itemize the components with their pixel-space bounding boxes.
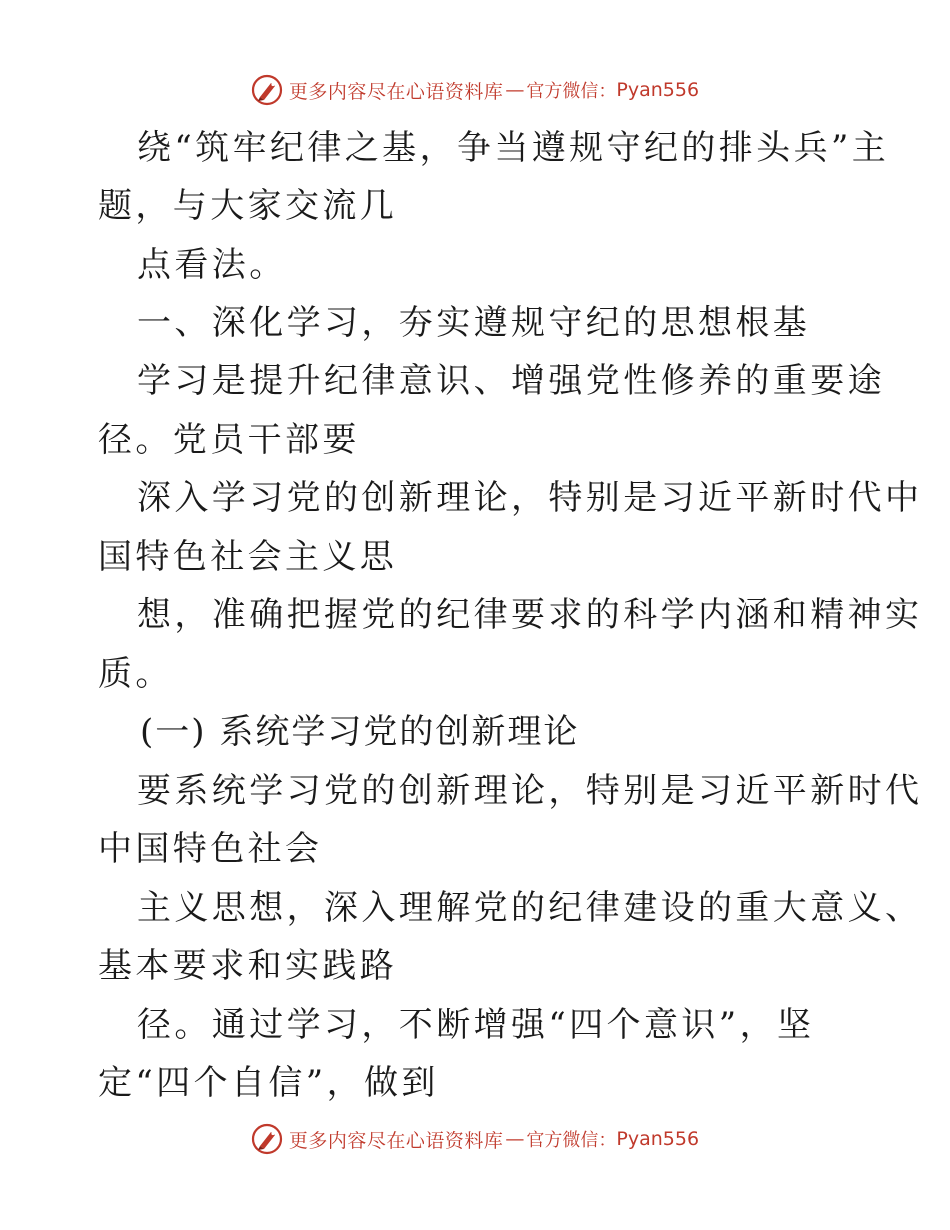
text-line: 绕“筑牢纪律之基，争当遵规守纪的排头兵”主: [137, 128, 890, 168]
banner-text: 更多内容尽在心语资料库: [288, 80, 504, 103]
text-line: 径。党员干部要: [98, 420, 360, 460]
pen-logo-icon: [251, 1123, 283, 1155]
text-line: 中国特色社会: [98, 829, 323, 869]
banner-wechat-id: Pyan556: [616, 1128, 700, 1150]
text-line: 主义思想，深入理解党的纪律建设的重大意义、: [137, 888, 923, 928]
text-line: 点看法。: [137, 245, 287, 285]
text-line: 质。: [98, 654, 173, 694]
banner-text: 更多内容尽在心语资料库: [288, 1129, 504, 1152]
text-line: 要系统学习党的创新理论，特别是习近平新时代: [137, 771, 923, 811]
subsection-heading: (一) 系统学习党的创新理论: [140, 712, 580, 752]
banner-dash: —: [505, 79, 525, 101]
banner-label: 官方微信：: [526, 81, 617, 102]
text-line: 题，与大家交流几: [98, 186, 398, 226]
text-line: 定“四个自信”，做到: [98, 1063, 439, 1103]
footer-banner: [0, 1119, 950, 1159]
banner-label: 官方微信：: [526, 1130, 617, 1151]
banner-wechat-id: Pyan556: [616, 79, 700, 101]
text-line: 想，准确把握党的纪律要求的科学内涵和精神实: [137, 595, 923, 635]
text-line: 径。通过学习，不断增强“四个意识”，坚: [137, 1005, 815, 1045]
banner-dash: —: [505, 1128, 525, 1150]
text-line: 基本要求和实践路: [98, 946, 398, 986]
text-line: 国特色社会主义思: [98, 537, 398, 577]
text-line: 深入学习党的创新理论，特别是习近平新时代中: [137, 478, 923, 518]
section-heading: 一、深化学习，夯实遵规守纪的思想根基: [137, 303, 811, 343]
text-line: 学习是提升纪律意识、增强党性修养的重要途: [137, 361, 885, 401]
